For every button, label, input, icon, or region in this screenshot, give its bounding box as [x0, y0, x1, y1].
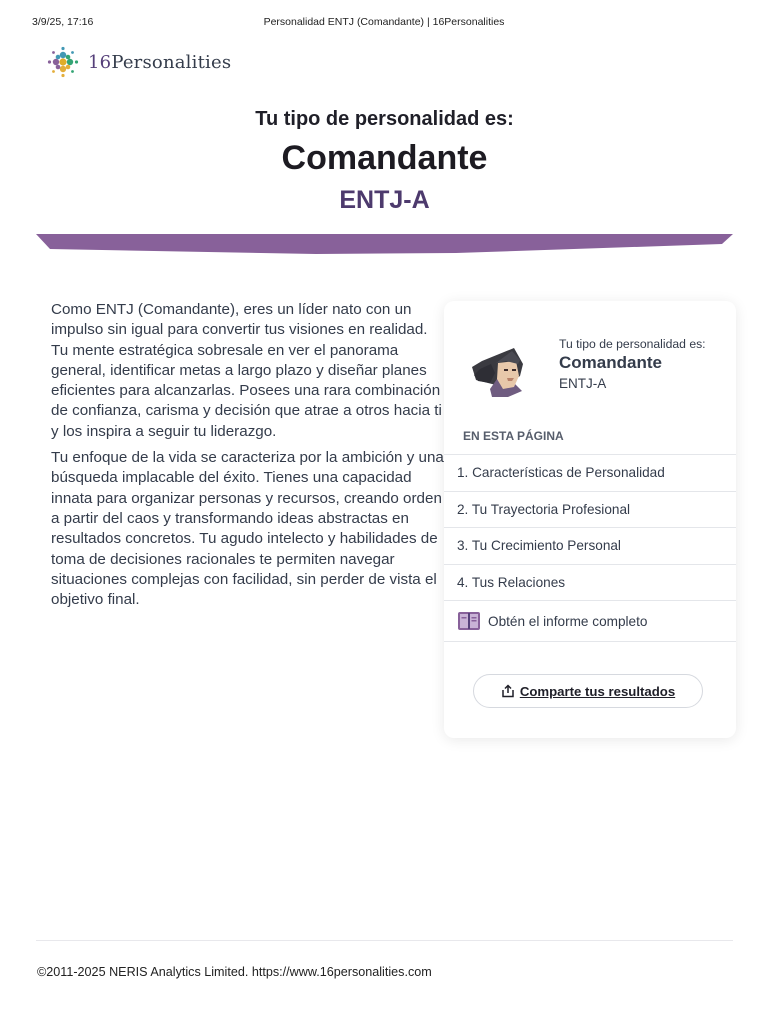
intro-text — [51, 300, 447, 616]
toc-item-label: 2. Tu Trayectoria Profesional — [457, 501, 631, 517]
hero-accent-band — [36, 234, 733, 258]
toc-item-label: 3. Tu Crecimiento Personal — [457, 538, 621, 554]
hero-subtitle: Tu tipo de personalidad es: — [255, 108, 514, 130]
footer-divider — [36, 940, 733, 941]
intro-paragraph: Como ENTJ (Comandante), eres un líder nato con un impulso sin igual para convertir tus visiones en realidad. Tu mente estratégica sobresale en ver el panorama general, identificar metas a largo plazo y diseñar planes eficientes para alcanzarlas. Posees una rara combinación de confianza, carisma y decisión que atrae a otros hacia ti y los inspira a seguir tu liderazgo. — [51, 301, 442, 440]
toc-item-personality-traits[interactable] — [444, 454, 736, 491]
toc-item-relationships[interactable] — [444, 564, 736, 601]
card-type-name: Comandante — [559, 353, 662, 372]
toc-item-career-path[interactable] — [444, 491, 736, 528]
logo-wordmark — [88, 52, 231, 73]
share-results-button[interactable] — [473, 674, 703, 708]
toc-item-label: 1. Características de Personalidad — [457, 465, 665, 481]
commander-avatar-icon — [462, 331, 532, 401]
sidebar-card — [444, 301, 736, 738]
result-hero — [36, 88, 733, 258]
hero-type-code: ENTJ-A — [339, 186, 430, 214]
report-book-icon — [457, 610, 481, 632]
intro-paragraph: Tu enfoque de la vida se caracteriza por la ambición y una búsqueda implacable del éxito. Tienes una capacidad innata para organizar personas y recursos, creando orden a partir del caos y transformando ideas abstractas en resultados concretos. Tu agudo intelecto y habilidades de toma de decisiones racionales te permiten navegar situaciones complejas con facilidad, sin perder de vista el objetivo final. — [51, 449, 444, 609]
site-logo[interactable] — [45, 44, 231, 80]
full-report-link[interactable] — [444, 600, 736, 642]
card-type-code: ENTJ-A — [559, 376, 607, 391]
hero-type-name: Comandante — [281, 139, 488, 177]
print-header — [0, 16, 768, 30]
print-datetime: 3/9/25, 17:16 — [32, 16, 94, 28]
logo-word: Personalities — [111, 51, 232, 73]
logo-dots-icon — [45, 44, 81, 80]
full-report-label: Obtén el informe completo — [488, 613, 648, 629]
share-upload-icon — [501, 684, 515, 698]
print-page-title: Personalidad ENTJ (Comandante) | 16Personalities — [263, 16, 505, 28]
footer-copyright: ©2011-2025 NERIS Analytics Limited. https://www.16personalities.com — [37, 965, 432, 979]
table-of-contents — [444, 454, 736, 642]
toc-heading: EN ESTA PÁGINA — [463, 429, 564, 443]
share-results-label: Comparte tus resultados — [519, 683, 676, 699]
logo-number: 16 — [88, 51, 112, 73]
toc-item-label: 4. Tus Relaciones — [457, 574, 566, 590]
card-subtitle: Tu tipo de personalidad es: — [559, 337, 706, 351]
toc-item-personal-growth[interactable] — [444, 527, 736, 564]
